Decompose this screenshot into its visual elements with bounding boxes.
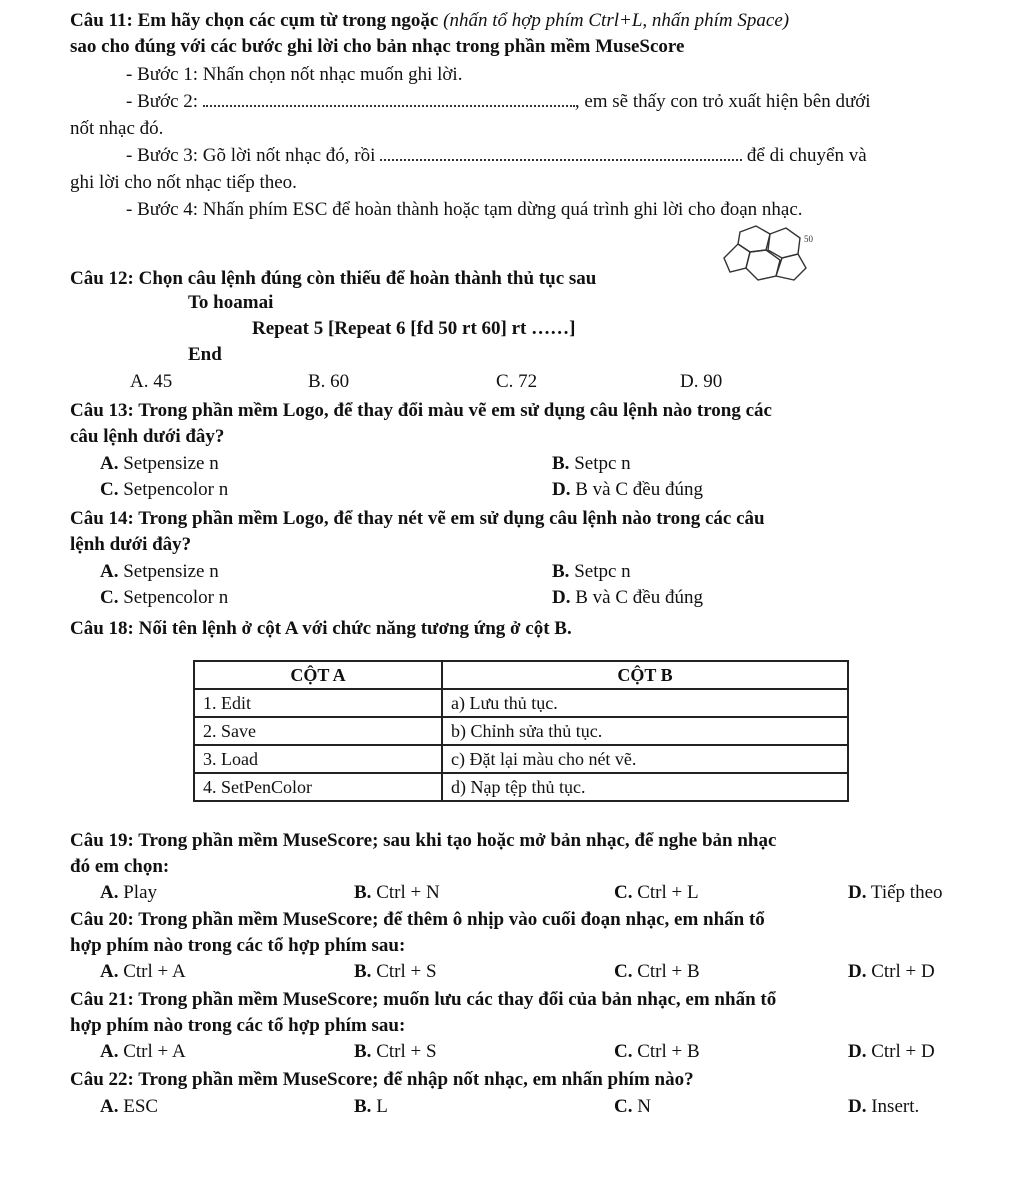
q20-option-d[interactable]: D. Ctrl + D bbox=[848, 961, 935, 982]
q20-stem-2: hợp phím nào trong các tổ hợp phím sau: bbox=[70, 935, 406, 956]
q21-stem-2: hợp phím nào trong các tổ hợp phím sau: bbox=[70, 1015, 406, 1036]
column-a-cell[interactable]: 4. SetPenColor bbox=[194, 773, 442, 801]
q21-stem: Câu 21: Trong phần mềm MuseScore; muốn lưu các thay đổi của bản nhạc, em nhấn tổ bbox=[70, 989, 777, 1010]
column-b-cell[interactable]: a) Lưu thủ tục. bbox=[442, 689, 848, 717]
q22-stem: Câu 22: Trong phần mềm MuseScore; để nhập nốt nhạc, em nhấn phím nào? bbox=[70, 1069, 694, 1090]
q20-stem: Câu 20: Trong phần mềm MuseScore; để thêm ô nhịp vào cuối đoạn nhạc, em nhấn tổ bbox=[70, 909, 765, 930]
q12-stem: Câu 12: Chọn câu lệnh đúng còn thiếu để hoàn thành thủ tục sau bbox=[70, 268, 597, 289]
column-a-cell[interactable]: 1. Edit bbox=[194, 689, 442, 717]
q11-stem: Câu 11: Em hãy chọn các cụm từ trong ngoặc (nhấn tổ hợp phím Ctrl+L, nhấn phím Space) bbox=[70, 10, 790, 31]
column-b-cell[interactable]: d) Nạp tệp thủ tục. bbox=[442, 773, 848, 801]
q19-option-d[interactable]: D. Tiếp theo bbox=[848, 882, 943, 903]
q12-code-line-3: End bbox=[188, 344, 222, 365]
q11-step-1: - Bước 1: Nhấn chọn nốt nhạc muốn ghi lời. bbox=[126, 64, 463, 85]
q14-option-d[interactable]: D. B và C đều đúng bbox=[552, 587, 703, 608]
q13-option-c[interactable]: C. Setpencolor n bbox=[100, 479, 229, 500]
q20-option-a[interactable]: A. Ctrl + A bbox=[100, 961, 186, 982]
column-b-cell[interactable]: c) Đặt lại màu cho nét vẽ. bbox=[442, 745, 848, 773]
q13-option-d[interactable]: D. B và C đều đúng bbox=[552, 479, 703, 500]
table-header-row bbox=[194, 661, 848, 689]
column-a-cell[interactable]: 2. Save bbox=[194, 717, 442, 745]
column-b-header: CỘT B bbox=[442, 661, 848, 689]
column-b-cell[interactable]: b) Chỉnh sửa thủ tục. bbox=[442, 717, 848, 745]
q13-stem: Câu 13: Trong phần mềm Logo, để thay đổi màu vẽ em sử dụng câu lệnh nào trong các bbox=[70, 400, 772, 421]
q11-stem-2: sao cho đúng với các bước ghi lời cho bản nhạc trong phần mềm MuseScore bbox=[70, 36, 685, 57]
table-row bbox=[194, 745, 848, 773]
q11-step-3: - Bước 3: Gõ lời nốt nhạc đó, rồi để di chuyển và bbox=[126, 145, 867, 166]
table-row bbox=[194, 717, 848, 745]
q12-option-c[interactable]: C. 72 bbox=[496, 371, 538, 392]
q13-option-b[interactable]: B. Setpc n bbox=[552, 453, 631, 474]
q11-step2-blank[interactable] bbox=[203, 91, 575, 107]
q21-option-b[interactable]: B. Ctrl + S bbox=[354, 1041, 437, 1062]
matching-table bbox=[193, 660, 849, 802]
q19-option-c[interactable]: C. Ctrl + L bbox=[614, 882, 699, 903]
q13-stem-2: câu lệnh dưới đây? bbox=[70, 426, 225, 447]
q19-stem-2: đó em chọn: bbox=[70, 856, 170, 877]
column-a-cell[interactable]: 3. Load bbox=[194, 745, 442, 773]
flower-figure bbox=[720, 222, 820, 284]
q12-option-d[interactable]: D. 90 bbox=[680, 371, 723, 392]
q22-option-b[interactable]: B. L bbox=[354, 1096, 388, 1117]
q11-step3-blank[interactable] bbox=[380, 145, 742, 161]
q14-option-b[interactable]: B. Setpc n bbox=[552, 561, 631, 582]
table-row bbox=[194, 689, 848, 717]
q22-option-a[interactable]: A. ESC bbox=[100, 1096, 159, 1117]
q22-option-c[interactable]: C. N bbox=[614, 1096, 651, 1117]
q19-stem: Câu 19: Trong phần mềm MuseScore; sau khi tạo hoặc mở bản nhạc, để nghe bản nhạc bbox=[70, 830, 777, 851]
q21-option-d[interactable]: D. Ctrl + D bbox=[848, 1041, 935, 1062]
q18-stem: Câu 18: Nối tên lệnh ở cột A với chức năng tương ứng ở cột B. bbox=[70, 618, 572, 639]
q12-code-line-2: Repeat 5 [Repeat 6 [fd 50 rt 60] rt ……] bbox=[252, 318, 576, 339]
q21-option-c[interactable]: C. Ctrl + B bbox=[614, 1041, 700, 1062]
q19-option-a[interactable]: A. Play bbox=[100, 882, 158, 903]
q14-option-a[interactable]: A. Setpensize n bbox=[100, 561, 219, 582]
column-a-header: CỘT A bbox=[194, 661, 442, 689]
table-row bbox=[194, 773, 848, 801]
q14-option-c[interactable]: C. Setpencolor n bbox=[100, 587, 229, 608]
q20-option-c[interactable]: C. Ctrl + B bbox=[614, 961, 700, 982]
q22-option-d[interactable]: D. Insert. bbox=[848, 1096, 920, 1117]
q12-option-b[interactable]: B. 60 bbox=[308, 371, 350, 392]
q11-step-4: - Bước 4: Nhấn phím ESC để hoàn thành hoặc tạm dừng quá trình ghi lời cho đoạn nhạc. bbox=[126, 199, 803, 220]
q14-stem-2: lệnh dưới đây? bbox=[70, 534, 192, 555]
q11-step-3-cont: ghi lời cho nốt nhạc tiếp theo. bbox=[70, 172, 297, 193]
q19-option-b[interactable]: B. Ctrl + N bbox=[354, 882, 440, 903]
q21-option-a[interactable]: A. Ctrl + A bbox=[100, 1041, 186, 1062]
q12-option-a[interactable]: A. 45 bbox=[130, 371, 173, 392]
q11-label: Câu 11: bbox=[70, 10, 133, 31]
q12-code-line-1: To hoamai bbox=[188, 292, 274, 313]
q20-option-b[interactable]: B. Ctrl + S bbox=[354, 961, 437, 982]
q11-step-2: - Bước 2: , em sẽ thấy con trỏ xuất hiện bên dưới bbox=[126, 91, 871, 112]
q11-step-2-cont: nốt nhạc đó. bbox=[70, 118, 164, 139]
q14-stem: Câu 14: Trong phần mềm Logo, để thay nét vẽ em sử dụng câu lệnh nào trong các câu bbox=[70, 508, 765, 529]
flower-label: 50 bbox=[804, 234, 813, 244]
q11-hint: (nhấn tổ hợp phím Ctrl+L, nhấn phím Space) bbox=[443, 10, 790, 31]
q13-option-a[interactable]: A. Setpensize n bbox=[100, 453, 219, 474]
